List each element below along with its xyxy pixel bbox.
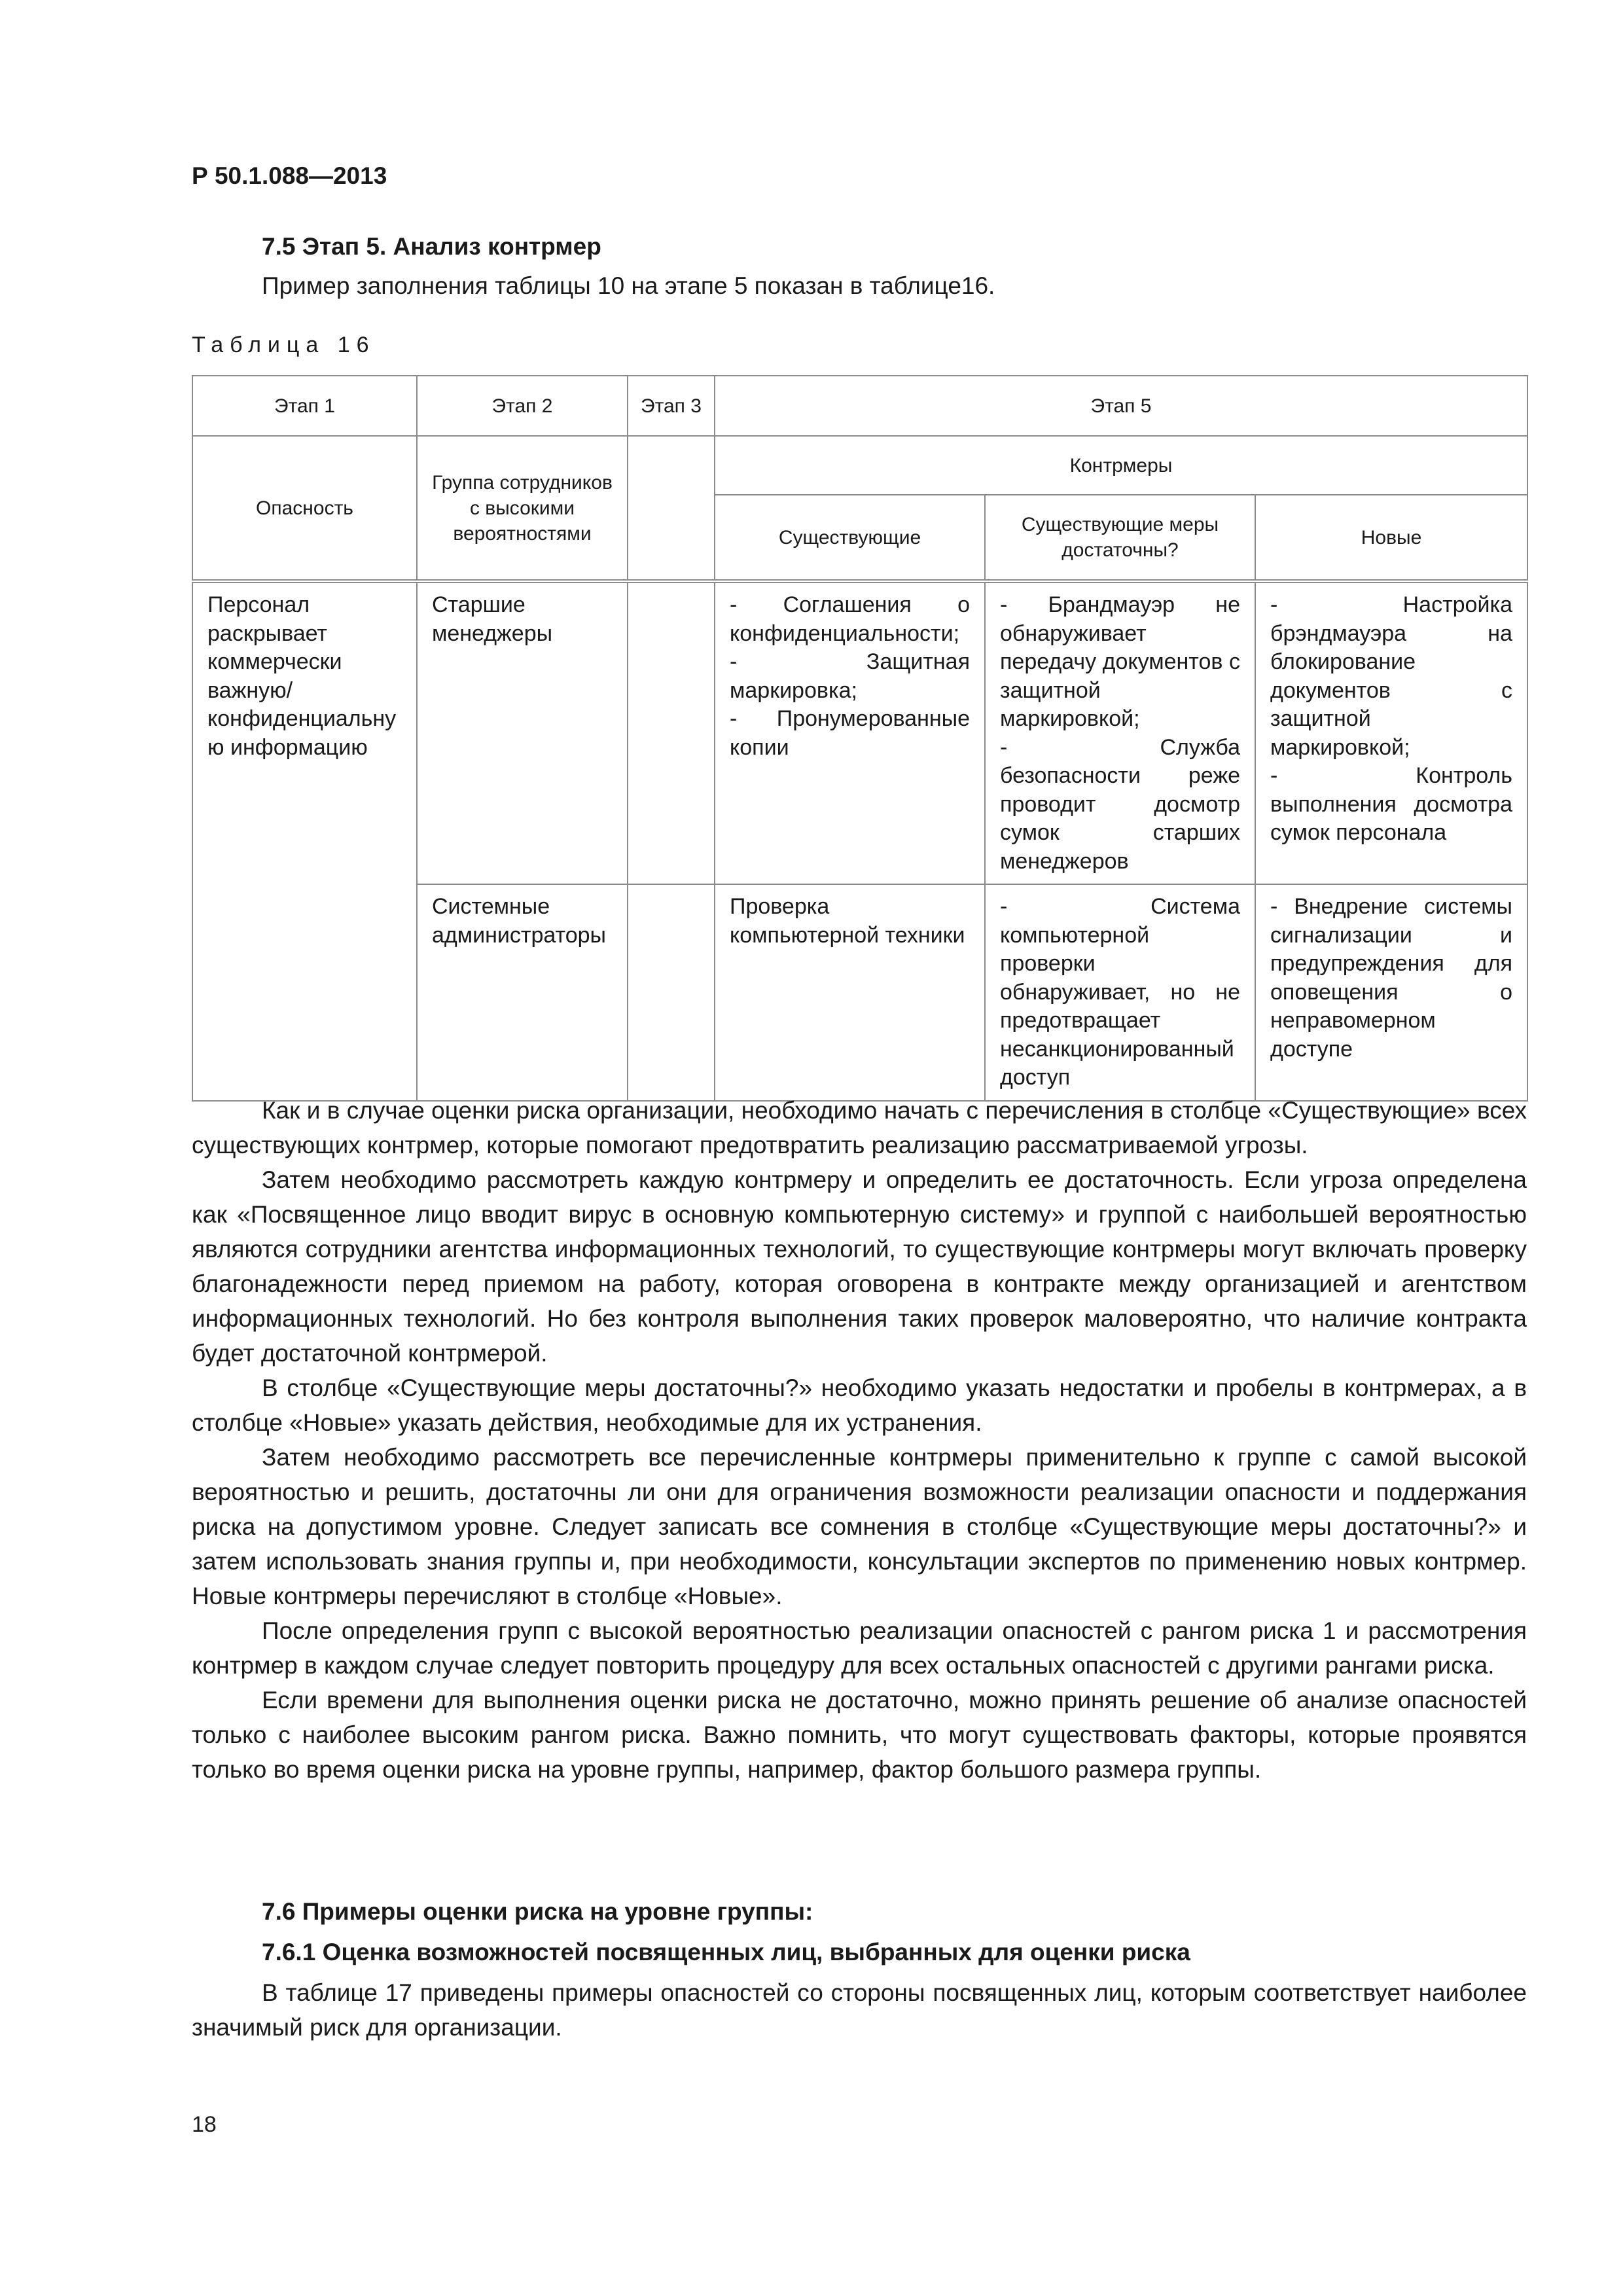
paragraph: Затем необходимо рассмотреть каждую контрмеру и определить ее достаточность. Если угроза определена как «Посвященное лицо вводит вирус в основную компьютерную систему» и группой с наибольшей вероятностью являются сотрудники агентства информационных технологий, то существующие контрмеры могут включать проверку благонадежности перед приемом на работу, которая оговорена в контракте между организацией и агентством информационных технологий. Но без контроля выполнения таких проверок маловероятно, что наличие контракта будет достаточной контрмерой. <box>192 1166 1527 1367</box>
section-7-5-intro: Пример заполнения таблицы 10 на этапе 5 показан в таблице16. <box>262 272 995 299</box>
row1-new-item: - Настройка брэндмауэра на блокирование документов с защитной маркировкой; <box>1270 592 1512 760</box>
row1-existing-item: - Пронумерованные копии <box>730 706 970 760</box>
row1-danger: Персонал раскрывает коммерчески важную/ конфиденциальную информацию <box>192 581 417 1101</box>
row1-sufficient-item: - Брандмауэр не обнаруживает передачу документов с защитной маркировкой; <box>1000 592 1240 732</box>
header-countermeasures: Контрмеры <box>715 436 1527 495</box>
document-code: Р 50.1.088—2013 <box>192 162 387 189</box>
section-7-6-1-title: 7.6.1 Оценка возможностей посвященных лиц, выбранных для оценки риска <box>262 1939 1190 1965</box>
header-sufficient: Существующие меры достаточны? <box>985 495 1255 581</box>
section-7-6-1-text-block <box>192 1975 1527 2045</box>
paragraph: Затем необходимо рассмотреть все перечисленные контрмеры применительно к группе с самой высокой вероятностью и решить, достаточны ли они для ограничения возможности реализации опасности и поддержания риска на допустимом уровне. Следует записать все сомнения в столбце «Существующие меры достаточны?» и затем использовать знания группы и, при необходимости, консультации экспертов по применению новых контрмер. Новые контрмеры перечисляют в столбце «Новые». <box>192 1444 1527 1609</box>
row1-sufficient <box>985 581 1255 884</box>
row2-new-item: - Внедрение системы сигнализации и предупреждения для оповещения о неправомерном доступе <box>1270 894 1512 1062</box>
row1-new <box>1255 581 1527 884</box>
paragraph: В столбце «Существующие меры достаточны?» необходимо указать недостатки и пробелы в контрмерах, а в столбце «Новые» указать действия, необходимые для их устранения. <box>192 1374 1527 1436</box>
header-stage-5: Этап 5 <box>715 376 1527 436</box>
paragraph: В таблице 17 приведены примеры опасностей со стороны посвященных лиц, которым соответствует наиболее значимый риск для организации. <box>192 1979 1527 2041</box>
paragraph: Если времени для выполнения оценки риска не достаточно, можно принять решение об анализе опасностей только с наиболее высоким рангом риска. Важно помнить, что могут существовать факторы, которые проявятся только во время оценки риска на уровне группы, например, фактор большого размера группы. <box>192 1687 1527 1783</box>
row2-group: Системные администраторы <box>417 884 628 1101</box>
table-caption: Таблица 16 <box>192 332 376 357</box>
row2-sufficient-item: - Система компьютерной проверки обнаруживает, но не предотвращает несанкционированный доступ <box>1000 894 1240 1090</box>
row1-existing-item: - Соглашения о конфиденциальности; <box>730 592 970 646</box>
row2-new <box>1255 884 1527 1101</box>
header-group: Группа сотрудников с высокими вероятностями <box>417 436 628 581</box>
paragraph: Как и в случае оценки риска организации, необходимо начать с перечисления в столбце «Существующие» всех существующих контрмер, которые помогают предотвратить реализацию рассматриваемой угрозы. <box>192 1097 1527 1158</box>
row1-new-item: - Контроль выполнения досмотра сумок персонала <box>1270 763 1512 846</box>
row2-sufficient <box>985 884 1255 1101</box>
row1-group: Старшие менеджеры <box>417 581 628 884</box>
row1-existing <box>715 581 985 884</box>
table-16 <box>192 375 1528 1102</box>
header-stage-1: Этап 1 <box>192 376 417 436</box>
header-danger: Опасность <box>192 436 417 581</box>
body-text <box>192 1093 1527 1787</box>
row1-sufficient-item: - Служба безопасности реже проводит досмотр сумок старших менеджеров <box>1000 734 1240 874</box>
header-existing: Существующие <box>715 495 985 581</box>
row2-existing <box>715 884 985 1101</box>
section-7-6-title: 7.6 Примеры оценки риска на уровне группы: <box>262 1898 813 1925</box>
row2-stage3 <box>628 884 715 1101</box>
row2-existing-item: Проверка компьютерной техники <box>730 894 965 948</box>
header-new: Новые <box>1255 495 1527 581</box>
header-stage-3: Этап 3 <box>628 376 715 436</box>
header-stage-3-empty <box>628 436 715 581</box>
row1-stage3 <box>628 581 715 884</box>
page-number: 18 <box>192 2112 217 2137</box>
paragraph: После определения групп с высокой вероятностью реализации опасностей с рангом риска 1 и рассмотрения контрмер в каждом случае следует повторить процедуру для всех остальных опасностей с другими рангами риска. <box>192 1617 1527 1679</box>
section-7-5-title: 7.5 Этап 5. Анализ контрмер <box>262 233 601 260</box>
row1-existing-item: - Защитная маркировка; <box>730 649 970 703</box>
header-stage-2: Этап 2 <box>417 376 628 436</box>
